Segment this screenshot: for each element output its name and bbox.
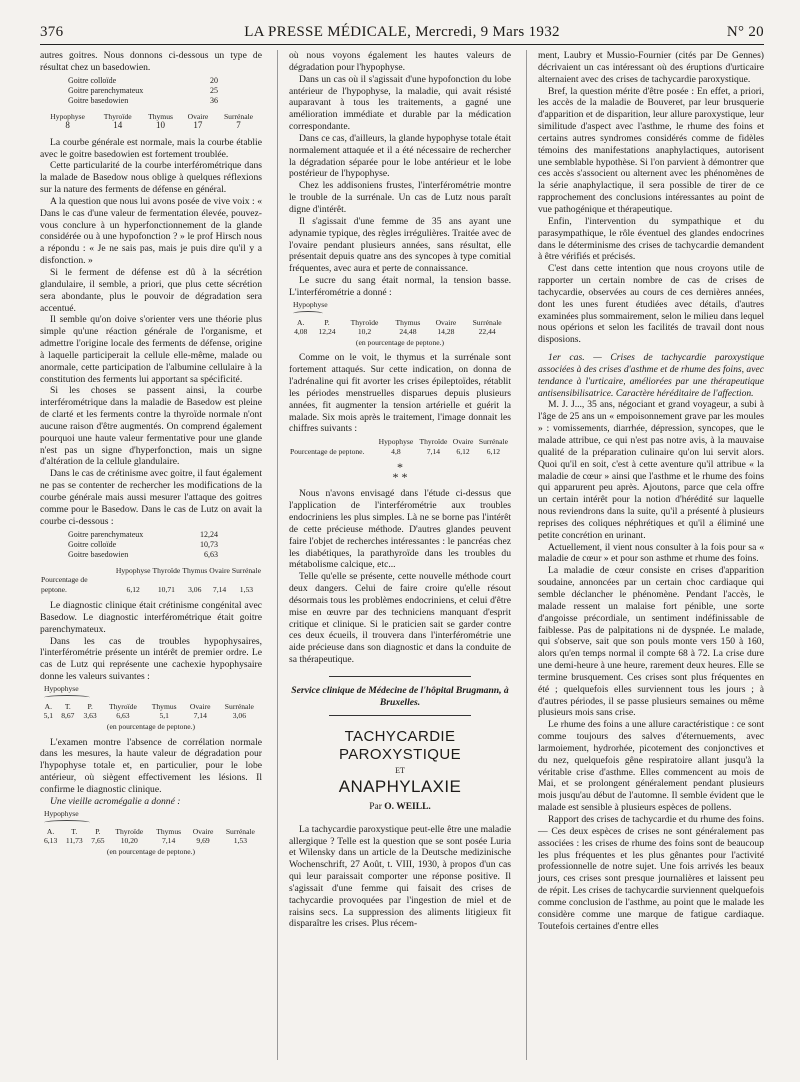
paragraph: Chez les addisoniens frustes, l'interférométrie montre le trouble de la surrénale. Un cas de Lutz nous paraît digne d'intérêt. [289, 180, 511, 215]
paragraph: Dans un cas où il s'agissait d'une hypofonction du lobe antérieur de l'hypophyse, la maladie, qui avait résisté auparavant à tous les traitements, a gagné une amélioration immédiate et durable par la médication correspondante. [289, 73, 511, 133]
paragraph: M. J. J..., 35 ans, négociant et grand voyageur, a subi à l'âge de 25 ans un « empoisonnement grave par les moules » : vomissements, diarrhée, dépression, syncopes, que le malade attribue, ce qui n'est pas notre avis, à la mauvaise qualité de la préparation culinaire qu'on lui servit alors. Quoi qu'il en soit, c'est à cette aventure qu'il attribue « la maladie de cœur » ainsi que l'asthme et le rhume des foins qui apparurent peu après. Ajoutons, parce que cela offre un certain intérêt pour la notion d'hérédité sur laquelle nous reviendrons dans la suite, qu'il a présenté à plusieurs reprises des coliques néphrétiques et qu'il a éliminé une petite concrétion en urinant. [538, 399, 764, 541]
paragraph: C'est dans cette intention que nous croyons utile de rapporter un certain nombre de cas de crises de tachycardie, observées au cours de ces dernières années, dont les unes furent étudiées avec détails, d'autres examinées plus sommairement, selon le milieu dans lequel nous opérions et selon les facilités de travail dont nous disposions. [538, 263, 764, 346]
paragraph: Dans les cas de troubles hypophysaires, l'interférométrie présente un intérêt de premier ordre. Le cas de Lutz qui représente une cachexie hypophysaire donne les valeurs suivantes : [40, 635, 262, 683]
table-note: (en pourcentage de peptone.) [355, 337, 445, 347]
paragraph: Le sucre du sang était normal, la tension basse. L'interférométrie a donné : [289, 275, 511, 298]
goitre-row: Goitre parenchymateux 25 [68, 85, 218, 95]
section-rule [329, 715, 471, 716]
results-table: Hypophyse Thyroïde Thymus Ovaire Surrénale 8 14 10 17 7 [50, 111, 254, 131]
goitre-row: Goitre basedowien 6,63 [68, 549, 218, 559]
paragraph: La tachycardie paroxystique peut-elle être une maladie allergique ? Telle est la question que se sont posée Luria et Wilensky dans un article de la Deutsche medizinische Wochenschrift, 27 Août, t. VIII, 1930, à propos d'un cas qui leur paraissait comporter une réponse positive. Il s'agissait d'une femme qui faisait des crises de tachycardie provoquées par l'ingestion de miel et de raisins secs. La suppression des aliments litigieux fit disparaître les crises. Plus récem- [289, 823, 511, 930]
paragraph: La courbe générale est normale, mais la courbe établie avec le goitre basedowien est fortement troublée. [40, 136, 262, 160]
brace-icon [293, 311, 323, 316]
column-divider [277, 50, 278, 1060]
table-group-label: Hypophyse [44, 808, 79, 818]
paragraph: Dans ce cas, d'ailleurs, la glande hypophyse totale était normalement attaquée et il a été nécessaire de rechercher la dégradation séparée pour le lobe antérieur et le lobe postérieur de l'hypophyse. [289, 132, 511, 180]
table-note: (en pourcentage de peptone.) [106, 846, 196, 856]
goitre-list [68, 530, 262, 560]
paragraph: Nous n'avons envisagé dans l'étude ci-dessus que l'application de l'interférométrie aux troubles endocriniens les plus simples. Là ne se borne pas l'intérêt de cette précieuse méthode. D'autres glandes peuvent faire l'objet de recherches intéressantes : le pancréas chez les diabétiques, la parathyroïde dans les troubles du métabolisme calcique, etc... [289, 488, 511, 571]
column-2 [289, 50, 511, 930]
paragraph: ment, Laubry et Mussio-Fournier (cités par De Gennes) décrivaient un cas intéressant où des éruptions d'urticaire alternaient avec des crises de tachycardie paroxystique. [538, 50, 764, 85]
paragraph: L'examen montre l'absence de corrélation normale dans les mesures, la haute valeur de dégradation pour l'hypophyse totale et, en particulier, pour le lobe antérieur, où siègent effectivement les lésions. Il confirme le diagnostic clinique. [40, 736, 262, 795]
paragraph: Le rhume des foins a une allure caractéristique : ce sont comme toujours des salves d'éternuements, avec larmoiement, hydrorhée, picotement des conjonctives et du nez, quelquefois gêne respiratoire allant jusqu'à la véritable crise d'asthme. Elles commencent au mois de Mai, et se prolongent généralement pendant plusieurs mois jusqu'au début de l'automne. Il semble évident que le malade est sensible à plusieurs espèces de pollens. [538, 719, 764, 814]
paragraph: Bref, la question mérite d'être posée : En effet, a priori, les accès de la maladie de Bouveret, par leur brusquerie d'apparition et de disparition, leur allure paroxystique, leur similitude d'aspect avec l'asthme, le rhume des foins et certains autres syndromes considérés comme de fidèles témoins des manifestations anaphylactiques, autorisent une semblable hypothèse. Si l'on parvient à démontrer que ces accès s'associent ou alternent avec les phénomènes de la série anaphylactique, il sera possible de tirer de ce rapprochement des conclusions intéressantes au point de vue pathogénique et thérapeutique. [538, 85, 764, 215]
goitre-row: Goitre parenchymateux 12,24 [68, 529, 218, 539]
paragraph: Telle qu'elle se présente, cette nouvelle méthode court deux dangers. Celui de faire croire qu'elle résout désormais tous les problèmes endocriniens, et celui d'être mise en œuvre par des techniciens manquant d'esprit critique et clinique. Si le praticien sait se garder contre ces deux écueils, il trouvera dans l'interférométrie une aide précieuse dans son diagnostic et dans la conduite de sa thérapeutique. [289, 571, 511, 666]
article-author: Par O. WEILL. [369, 801, 431, 812]
paragraph: Actuellement, il vient nous consulter à la fois pour sa « maladie de cœur » et pour son asthme et rhume des foins. [538, 541, 764, 565]
paragraph: La maladie de cœur consiste en crises d'apparition soudaine, annoncées par un certain choc cardiaque qui semble déclancher le phénomène. Pendant l'accès, le malade ressent un malaise fort pénible, une sorte d'angoisse précordiale, un sentiment indéfinissable de faiblesse. Pas de palpitations ni de dyspnée. Le malade, qui s'observe, sait que son pouls monte vers 150 à 160, alors qu'en temps normal il compte 68 à 72. La crise dure une demi-heure à une heure, rarement deux heures. Elle se termine brusquement. Ces crises sont plus fréquentes en été ; quelquefois elles surviennent tous les jours ; à d'autres périodes, il se passe plusieurs semaines ou même plusieurs mois sans crise. [538, 565, 764, 719]
paragraph: Il semble qu'on doive s'orienter vers une théorie plus simple qu'une réaction générale de l'organisme, et admettre l'origine locale des ferments de défense, origine à laquelle participerait la cellule elle-même, malade ou anormale, cette participation de l'albumine cellulaire à la constitution des ferments lui apportant sa spécificité. [40, 314, 262, 385]
institution-line: Service clinique de Médecine de l'hôpital Brugmann, à Bruxelles. [291, 684, 509, 708]
goitre-row: Goitre basedowien 36 [68, 95, 218, 105]
results-table: Hypophyse Thyroïde Thymus Ovaire Surrénale Pourcentage de peptone. 6,12 10,71 3,06 7,14 1,53 [41, 565, 261, 594]
page-number: 376 [40, 24, 64, 40]
paragraph: Comme on le voit, le thymus et la surrénale sont fortement attaqués. Sur cette indication, on donna de l'adrénaline qui fit avorter les crises épileptoïdes, rétablit les périodes menstruelles disparues depuis plusieurs années, fit augmenter la tension artérielle et guérit la malade. Six mois après le traitement, l'image donnait les chiffres suivants : [289, 352, 511, 435]
article-title: ANAPHYLAXIE [338, 776, 462, 796]
section-separator: * * * [392, 460, 408, 485]
case-heading: 1er cas. — Crises de tachycardie paroxystique associées à des crises d'asthme et de rhume des foins, avec tendance à l'urticaire, améliorées par une thérapeutique antisensibilisatrice. Caractère héréditaire de l'affection. [538, 352, 764, 399]
goitre-row: Goitre colloïde 10,73 [68, 539, 218, 549]
paragraph: A la question que nous lui avons posée de vive voix : « Dans le cas d'une valeur de fermentation élevée, pouvez-vous conclure à un hyperfonctionnement de la glande considérée ou à une hypofonction ? » le prof Hirsch nous a répondu : « Je ne sais pas, mais je puis dire qu'il y a disfonction. » [40, 195, 262, 267]
paragraph: Si le ferment de défense est dû à la sécrétion glandulaire, il semble, a priori, que plus cette sécrétion sera abondante, plus le pouvoir de dégradation sera accentué. [40, 266, 262, 314]
paragraph: autres goitres. Nous donnons ci-dessous un type de résultat chez un basedowien. [40, 50, 262, 73]
table-note: (en pourcentage de peptone.) [106, 721, 196, 731]
paragraph: Une vieille acromégalie a donné : [50, 795, 181, 807]
table-group-label: Hypophyse [293, 299, 328, 309]
paragraph: Cette particularité de la courbe interférométrique dans la malade de Basedow nous oblige à quelques réflexions sur la nature des ferments de défense en général. [40, 160, 262, 196]
paragraph: Il s'agissait d'une femme de 35 ans ayant une adynamie typique, des règles irrégulières. Traitée avec de l'ovaire pendant plusieurs années, sans résultat, elle présentait depuis quatre ans des syncopes à type comitial fréquentes, avec aura et perte de connaissance. [289, 215, 511, 275]
paragraph: Enfin, l'intervention du sympathique et du parasympathique, le rôle éventuel des glandes endocrines dans le déterminisme des crises de tachycardie demandent à être vérifiés et précisés. [538, 215, 764, 263]
issue-number: N° 20 [726, 24, 764, 40]
brace-icon [44, 820, 90, 825]
results-table: A. P. Thyroïde Thymus Ovaire Surrénale 4,08 12,24 10,2 24,48 14,28 22,44 [294, 317, 502, 337]
article-title: TACHYCARDIE PAROXYSTIQUE [338, 727, 462, 763]
brace-icon [44, 695, 90, 700]
paragraph: Le diagnostic clinique était crétinisme congénital avec Basedow. Le diagnostic interférométrique était goitre parenchymateux. [40, 600, 262, 635]
section-rule [329, 676, 471, 677]
journal-title: LA PRESSE MÉDICALE, Mercredi, 9 Mars 1932 [244, 24, 560, 40]
column-divider [526, 50, 527, 1060]
goitre-list [68, 76, 262, 106]
page-header [40, 24, 764, 42]
results-table: Hypophyse Thyroïde Ovaire Surrénale Pourcentage de peptone. 4,8 7,14 6,12 6,12 [290, 437, 508, 456]
article-title-conjunction: ET [395, 765, 405, 775]
paragraph: Dans le cas de crétinisme avec goitre, il faut également ne pas se contenter de rechercher les modifications de la courbe générale mais aussi mesurer l'attaque des goitres comme pour le Basedow. Dans le cas de Lutz on avait la courbe ci-dessous : [40, 468, 262, 527]
results-table: A. T. P. Thyroïde Thymus Ovaire Surrénale 5,1 8,67 3,63 6,63 5,1 7,14 3,06 [43, 701, 254, 721]
column-3 [538, 50, 764, 932]
results-table: A. T. P. Thyroïde Thymus Ovaire Surrénale 6,13 11,73 7,65 10,20 7,14 9,69 1,53 [43, 826, 255, 846]
paragraph: où nous voyons également les hautes valeurs de dégradation pour l'hypophyse. [289, 50, 511, 73]
paragraph: Si les choses se passent ainsi, la courbe interférométrique dans la maladie de Basedow est pleine de clarté et les ferments contre la thyroïde normale n'ont aucune raison d'être augmentés. On comprend également pourquoi une haute valeur fermentative pour une glande n'est pas un signe d'hyperfonction, mais un signe d'altération de la cellule glandulaire. [40, 385, 262, 468]
header-rule [40, 44, 764, 45]
paragraph: Rapport des crises de tachycardie et du rhume des foins. — Ces deux espèces de crises ne sont généralement pas associées : les crises de rhume des foins sont de beaucoup les plus fréquentes et les plus gênantes pour l'activité professionnelle de notre sujet. Une fois arrivés les beaux jours, ces crises sont presque journalières et laissent peu de répit. Les crises de tachycardie surviennent quelquefois comme conclusion de l'asthme, au point que le malade les considère comme une marque de fatigue cardiaque. Toutefois certaines d'entre elles [538, 814, 764, 932]
column-1 [40, 50, 262, 857]
goitre-row: Goitre colloïde 20 [68, 75, 218, 85]
table-group-label: Hypophyse [44, 683, 79, 693]
